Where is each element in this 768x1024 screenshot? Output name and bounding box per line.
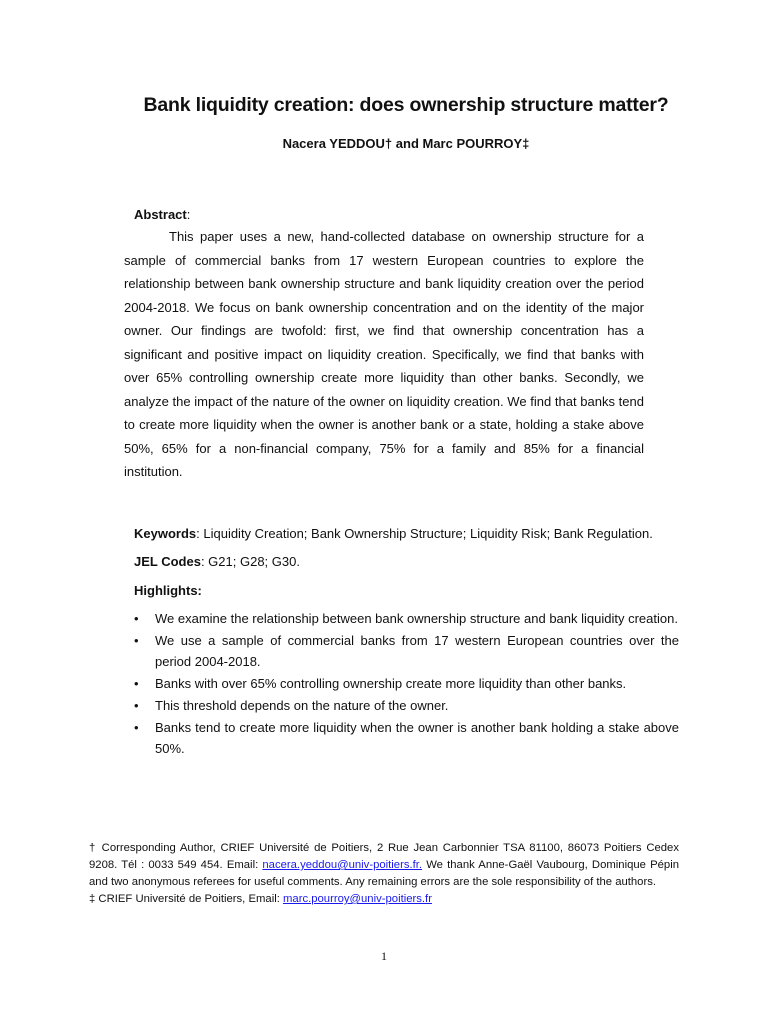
bullet-icon: • (134, 676, 139, 692)
highlight-item (134, 630, 679, 673)
highlight-item (134, 608, 679, 630)
highlight-item (134, 673, 679, 695)
bullet-icon: • (134, 611, 139, 626)
jel-label: JEL Codes (134, 554, 201, 569)
footnote-text: ‡ CRIEF Université de Poitiers, Email: (89, 893, 283, 905)
highlights-list (134, 608, 679, 760)
keywords-line (134, 525, 653, 543)
paper-title: Bank liquidity creation: does ownership structure matter? (143, 94, 669, 116)
footnote-text: We thank Anne-Gaël Vaubourg, Dominique Pépin and two anonymous referees for useful comments. Any remaining errors are the sole responsibility of the authors. (89, 859, 679, 888)
abstract-text: This paper uses a new, hand-collected database on ownership structure for a sample of commercial banks from 17 western European countries to explore the relationship between bank ownership structure and bank liquidity creation over the period 2004-2018. We focus on bank ownership concentration and on the identity of the major owner. Our findings are twofold: first, we find that ownership concentration has a significant and positive impact on liquidity creation. Specifically, we find that banks with over 65% controlling ownership create more liquidity than other banks. Secondly, we analyze the impact of the nature of the owner on liquidity creation. We find that banks tend to create more liquidity when the owner is another bank or a state, holding a stake above 50%, 65% for a non-financial company, 75% for a family and 85% for a financial institution. (124, 229, 644, 479)
highlights-heading: Highlights: (134, 583, 202, 598)
email-link-pourroy[interactable]: marc.pourroy@univ-poitiers.fr (283, 893, 432, 905)
highlight-item (134, 695, 679, 717)
footnotes (89, 840, 679, 908)
jel-codes-line (134, 553, 300, 571)
bullet-icon: • (134, 632, 139, 648)
abstract-label: Abstract (134, 207, 187, 222)
email-link-yeddou[interactable]: nacera.yeddou@univ-poitiers.fr. (262, 859, 423, 871)
abstract-heading (134, 207, 190, 222)
jel-text: : G21; G28; G30. (200, 554, 300, 569)
bullet-icon: • (134, 697, 139, 713)
footnote-text: † Corresponding Author, CRIEF Université de Poitiers, 2 Rue Jean Carbonnier TSA 81100, 86073 Poitiers Cedex 9208. Tél : 0033 549 454. Email: (89, 842, 679, 871)
footnote-second-author (89, 891, 679, 908)
page-number: 1 (381, 949, 387, 963)
highlight-text: This threshold depends on the nature of the owner. (155, 697, 449, 713)
highlight-text: Banks with over 65% controlling ownership create more liquidity than other banks. (155, 676, 627, 692)
highlight-text: We examine the relationship between bank ownership structure and bank liquidity creation. (155, 611, 678, 626)
keywords-text: : Liquidity Creation; Bank Ownership Structure; Liquidity Risk; Bank Regulation. (196, 526, 653, 541)
footnote-corresponding-author (89, 840, 679, 891)
bullet-icon: • (134, 719, 139, 735)
highlight-text: Banks tend to create more liquidity when the owner is another bank holding a stake above 50%. (155, 719, 679, 757)
paper-authors: Nacera YEDDOU† and Marc POURROY‡ (282, 136, 530, 151)
highlight-text: We use a sample of commercial banks from 17 western European countries over the period 2004-2018. (155, 632, 679, 670)
abstract-colon: : (186, 207, 191, 222)
highlight-item (134, 717, 679, 760)
keywords-label: Keywords (134, 526, 197, 541)
